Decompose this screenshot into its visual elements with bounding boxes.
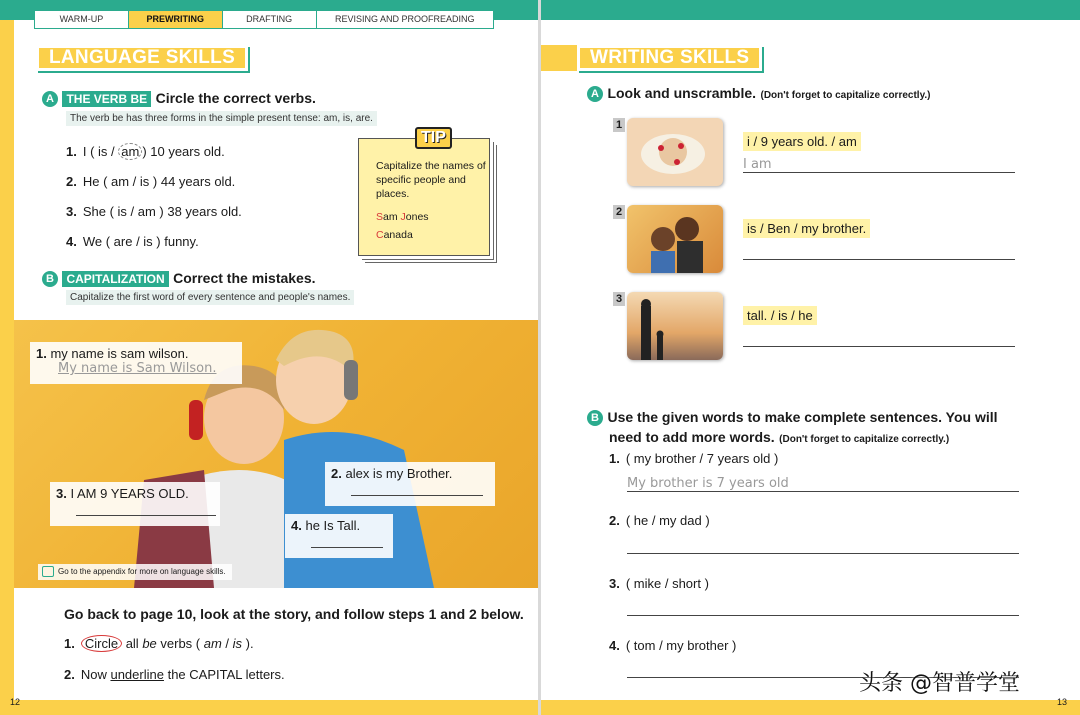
rest: anada [383,229,413,241]
watermark: 头条 @智普学堂 [859,671,1020,696]
circled-answer: am [118,143,142,160]
item-3-answer-line[interactable] [743,329,1015,347]
sentence-3-answer-line[interactable] [627,598,1019,616]
tab-warm-up[interactable]: WARM-UP [35,11,129,28]
item-number: 3. [66,204,77,219]
step-2 [64,667,285,682]
section-a-hint: (Don't forget to capitalize correctly.) [760,90,931,101]
item-number: 1. [609,451,620,466]
tip-label: TIP [415,127,452,149]
answer-line[interactable] [311,547,383,548]
language-skills-title: LANGUAGE SKILLS [36,45,248,71]
sentence-item-1 [609,451,778,466]
text: is [232,636,243,651]
section-a-badge: A [587,86,603,102]
section-b-header-right [587,409,1027,447]
section-a-header [42,90,316,108]
section-b-badge: B [587,410,603,426]
rest: am [383,211,401,223]
process-tabs [34,10,494,29]
sentence-1-answer-line[interactable] [627,474,1019,492]
card-number: 4. [291,518,302,533]
book-icon [42,566,54,577]
item-2-answer-line[interactable] [743,242,1015,260]
card-text: alex is my Brother. [345,466,453,481]
sunset-silhouette-photo [627,292,723,360]
tab-prewriting[interactable]: PREWRITING [129,11,223,28]
birthday-cake-photo [627,118,723,186]
verb-item-2 [66,174,235,189]
go-back-instruction: Go back to page 10, look at the story, and follow steps 1 and 2 below. [64,606,524,622]
verb-item-4 [66,234,199,249]
sentence-item-2 [609,513,710,528]
left-bottom-strip [0,700,538,715]
section-b-hint: (Don't forget to capitalize correctly.) [779,434,950,445]
cap-letter: J [400,211,406,223]
sentence-2-answer-line[interactable] [627,536,1019,554]
card-number: 2. [331,466,342,481]
correction-card-4 [285,514,393,558]
capitalization-tag: CAPITALIZATION [62,271,168,287]
item-2-words: is / Ben / my brother. [743,219,870,238]
card-text: my name is sam wilson. [50,346,189,361]
text: all [122,636,143,651]
right-top-bar [541,0,1080,20]
item-1-answer: I am [743,157,772,172]
card-number: 3. [56,486,67,501]
text: be [142,636,157,651]
section-a-note: The verb be has three forms in the simple present tense: am, is, are. [66,111,377,126]
card-text: he Is Tall. [305,518,361,533]
right-bottom-strip [541,700,1080,715]
answer-line[interactable] [76,515,216,516]
verb-be-tag: THE VERB BE [62,91,151,107]
sentence-1-answer: My brother is 7 years old [627,476,789,491]
section-b-note: Capitalize the first word of every sentence and people's names. [66,290,354,305]
section-b-header [42,270,316,288]
item-2-number: 2 [613,205,625,219]
item-3-number: 3 [613,292,625,306]
item-number: 4. [609,638,620,653]
correction-card-3 [50,482,220,526]
correction-card-1 [30,342,242,384]
left-page [0,0,538,715]
item-text: I ( is / [82,144,115,159]
answer-line[interactable] [351,495,483,496]
item-number: 2. [66,174,77,189]
circled-word: Circle [81,635,122,652]
tip-example-2 [376,229,413,241]
section-a-heading: Look and unscramble. [607,85,757,101]
cap-letter: C [376,229,384,241]
sentence-item-4 [609,638,736,653]
page-number-right: 13 [1057,697,1068,707]
text: / [221,636,233,651]
tip-note [358,129,490,256]
item-text-end: ) 10 years old. [142,144,225,159]
item-words: ( he / my dad ) [625,513,710,528]
writing-skills-title: WRITING SKILLS [577,45,762,71]
left-yellow-margin [0,20,14,700]
step-number: 2. [64,667,75,682]
verb-item-3 [66,204,242,219]
item-words: ( tom / my brother ) [625,638,737,653]
item-1-number: 1 [613,118,625,132]
page-number-left: 12 [10,697,21,707]
step-number: 1. [64,636,75,651]
section-a-badge: A [42,91,58,107]
item-number: 4. [66,234,77,249]
underlined-word: underline [110,667,164,682]
card-answer: My name is Sam Wilson. [58,361,217,376]
item-1-answer-line[interactable] [743,155,1015,173]
item-number: 3. [609,576,620,591]
rest: ones [405,211,429,223]
right-page [541,0,1080,715]
brothers-photo [627,205,723,273]
tab-drafting[interactable]: DRAFTING [223,11,317,28]
section-b-heading-line1: Use the given words to make complete sentences. You will [607,409,998,425]
section-a-header-right [587,85,931,103]
verb-item-1 [66,144,225,159]
text: ). [242,636,254,651]
section-b-heading: Correct the mistakes. [173,270,316,286]
step-1 [64,636,254,651]
item-1-words: i / 9 years old. / am [743,132,861,151]
tip-example-1 [376,211,429,223]
text: verbs ( [156,636,204,651]
appendix-note [38,564,232,580]
tab-revising[interactable]: REVISING AND PROOFREADING [335,14,475,24]
card-number: 1. [36,346,47,361]
text: the CAPITAL letters. [163,667,285,682]
section-a-heading: Circle the correct verbs. [155,90,316,106]
appendix-text: Go to the appendix for more on language skills. [58,567,226,576]
card-text: I AM 9 YEARS OLD. [70,486,189,501]
tip-text: Capitalize the names of specific people and places. [376,160,486,200]
section-b-heading-line2: need to add more words. [609,429,775,445]
correction-card-2 [325,462,495,506]
item-number: 1. [66,144,77,159]
item-text: She ( is / am ) 38 years old. [82,204,242,219]
cap-letter: S [376,211,384,223]
item-3-words: tall. / is / he [743,306,817,325]
item-text: We ( are / is ) funny. [82,234,199,249]
text: Now [80,667,111,682]
item-number: 2. [609,513,620,528]
item-words: ( my brother / 7 years old ) [625,451,779,466]
sentence-item-3 [609,576,709,591]
section-b-badge: B [42,271,58,287]
item-words: ( mike / short ) [625,576,709,591]
item-text: He ( am / is ) 44 years old. [82,174,236,189]
text: am [203,636,222,651]
